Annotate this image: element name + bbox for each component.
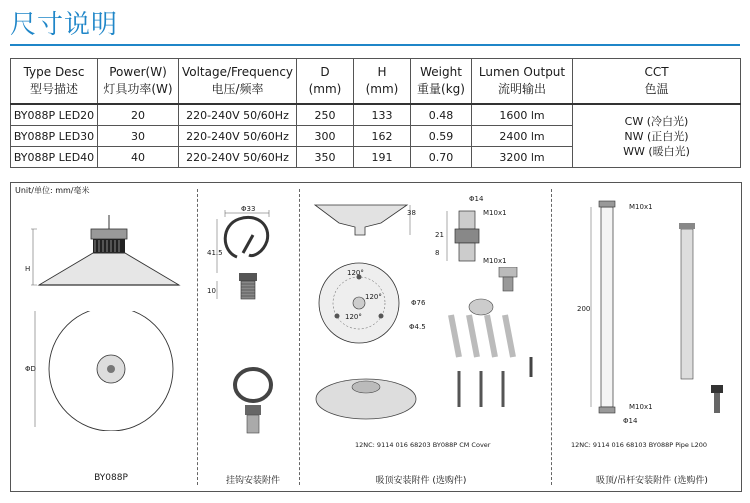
cell-h: 191 [354, 147, 411, 168]
screw-icon [709, 385, 725, 415]
header-type: Type Desc 型号描述 [11, 59, 98, 105]
spec-table [10, 58, 741, 168]
dim-cover-a3: 120° [345, 313, 362, 321]
header-weight: Weight 重量(kg) [411, 59, 472, 105]
caption-hook: 挂钩安装附件 [225, 476, 280, 486]
header-power: Power(W) 灯具功率(W) [98, 59, 179, 105]
panel-divider [197, 189, 198, 485]
dim-h: H [25, 265, 31, 273]
pipe-drawing [587, 197, 627, 423]
dim-cover-h: 38 [407, 209, 416, 217]
table-header-row [11, 59, 741, 105]
dim-cover-h2: Φ4.5 [409, 323, 426, 331]
header-h: H (mm) [354, 59, 411, 105]
page-title: 尺寸说明 [10, 10, 119, 40]
cell-lumen: 3200 lm [472, 147, 573, 168]
cell-voltage: 220-240V 50/60Hz [179, 147, 297, 168]
cell-voltage: 220-240V 50/60Hz [179, 104, 297, 126]
dim-nut-d: Φ14 [469, 195, 484, 203]
cell-power: 30 [98, 126, 179, 147]
dim-pipe-m2: M10x1 [629, 403, 653, 411]
cell-type: BY088P LED20 [11, 104, 98, 126]
dim-pipe-d: Φ14 [623, 417, 638, 425]
dim-cover-a2: 120° [365, 293, 382, 301]
caption-luminaire: BY088P [94, 473, 128, 483]
header-cct: CCT 色温 [573, 59, 741, 105]
cell-type: BY088P LED40 [11, 147, 98, 168]
cell-d: 250 [297, 104, 354, 126]
cell-lumen: 1600 lm [472, 104, 573, 126]
dim-nut-m2: M10x1 [483, 257, 507, 265]
note-cover-12nc: 12NC: 9114 016 68203 BY088P CM Cover [355, 441, 491, 449]
dim-hook-h: 41.5 [207, 249, 223, 257]
dim-cover-d: Φ76 [411, 299, 426, 307]
table-row [11, 104, 741, 126]
header-lumen: Lumen Output 流明输出 [472, 59, 573, 105]
panel-divider [299, 189, 300, 485]
cell-d: 300 [297, 126, 354, 147]
cell-h: 133 [354, 104, 411, 126]
cell-weight: 0.70 [411, 147, 472, 168]
header-d: D (mm) [297, 59, 354, 105]
caption-cover: 吸顶安装附件 (选购件) [375, 476, 467, 486]
dim-nut-h1: 21 [435, 231, 444, 239]
cell-cct: CW (冷白光) NW (正白光) WW (暖白光) [573, 104, 741, 168]
luminaire-bottom-drawing [29, 311, 189, 431]
luminaire-side-drawing [29, 213, 189, 313]
caption-pipe: 吸顶/吊杆安装附件 (选购件) [596, 476, 708, 486]
cell-power: 20 [98, 104, 179, 126]
dim-d: ΦD [25, 365, 36, 373]
note-pipe-12nc: 12NC: 9114 016 68103 BY088P Pipe L200 [571, 441, 708, 449]
cell-d: 350 [297, 147, 354, 168]
screws-drawing [443, 267, 543, 417]
dim-cover-a1: 120° [347, 269, 364, 277]
dim-hook-w: Φ33 [241, 205, 256, 213]
cell-weight: 0.48 [411, 104, 472, 126]
cell-type: BY088P LED30 [11, 126, 98, 147]
dimension-drawings-panel [10, 182, 742, 492]
dim-pipe-len: 200 [577, 305, 591, 313]
hook-3d-drawing [227, 365, 287, 445]
cover-side-drawing [311, 201, 411, 241]
cell-weight: 0.59 [411, 126, 472, 147]
panel-divider [551, 189, 552, 485]
cell-h: 162 [354, 126, 411, 147]
title-underline [10, 44, 740, 46]
hook-drawing [209, 209, 291, 319]
cover-3d-drawing [311, 369, 421, 425]
dim-hook-b: 10 [207, 287, 216, 295]
header-voltage: Voltage/Frequency 电压/频率 [179, 59, 297, 105]
unit-label: Unit/单位: mm/毫米 [15, 186, 90, 195]
dim-nut-h2: 8 [435, 249, 440, 257]
cover-top-drawing [311, 253, 411, 353]
cell-lumen: 2400 lm [472, 126, 573, 147]
dim-pipe-m1: M10x1 [629, 203, 653, 211]
cell-power: 40 [98, 147, 179, 168]
cell-voltage: 220-240V 50/60Hz [179, 126, 297, 147]
dim-nut-m1: M10x1 [483, 209, 507, 217]
pipe-3d-drawing [675, 223, 699, 383]
